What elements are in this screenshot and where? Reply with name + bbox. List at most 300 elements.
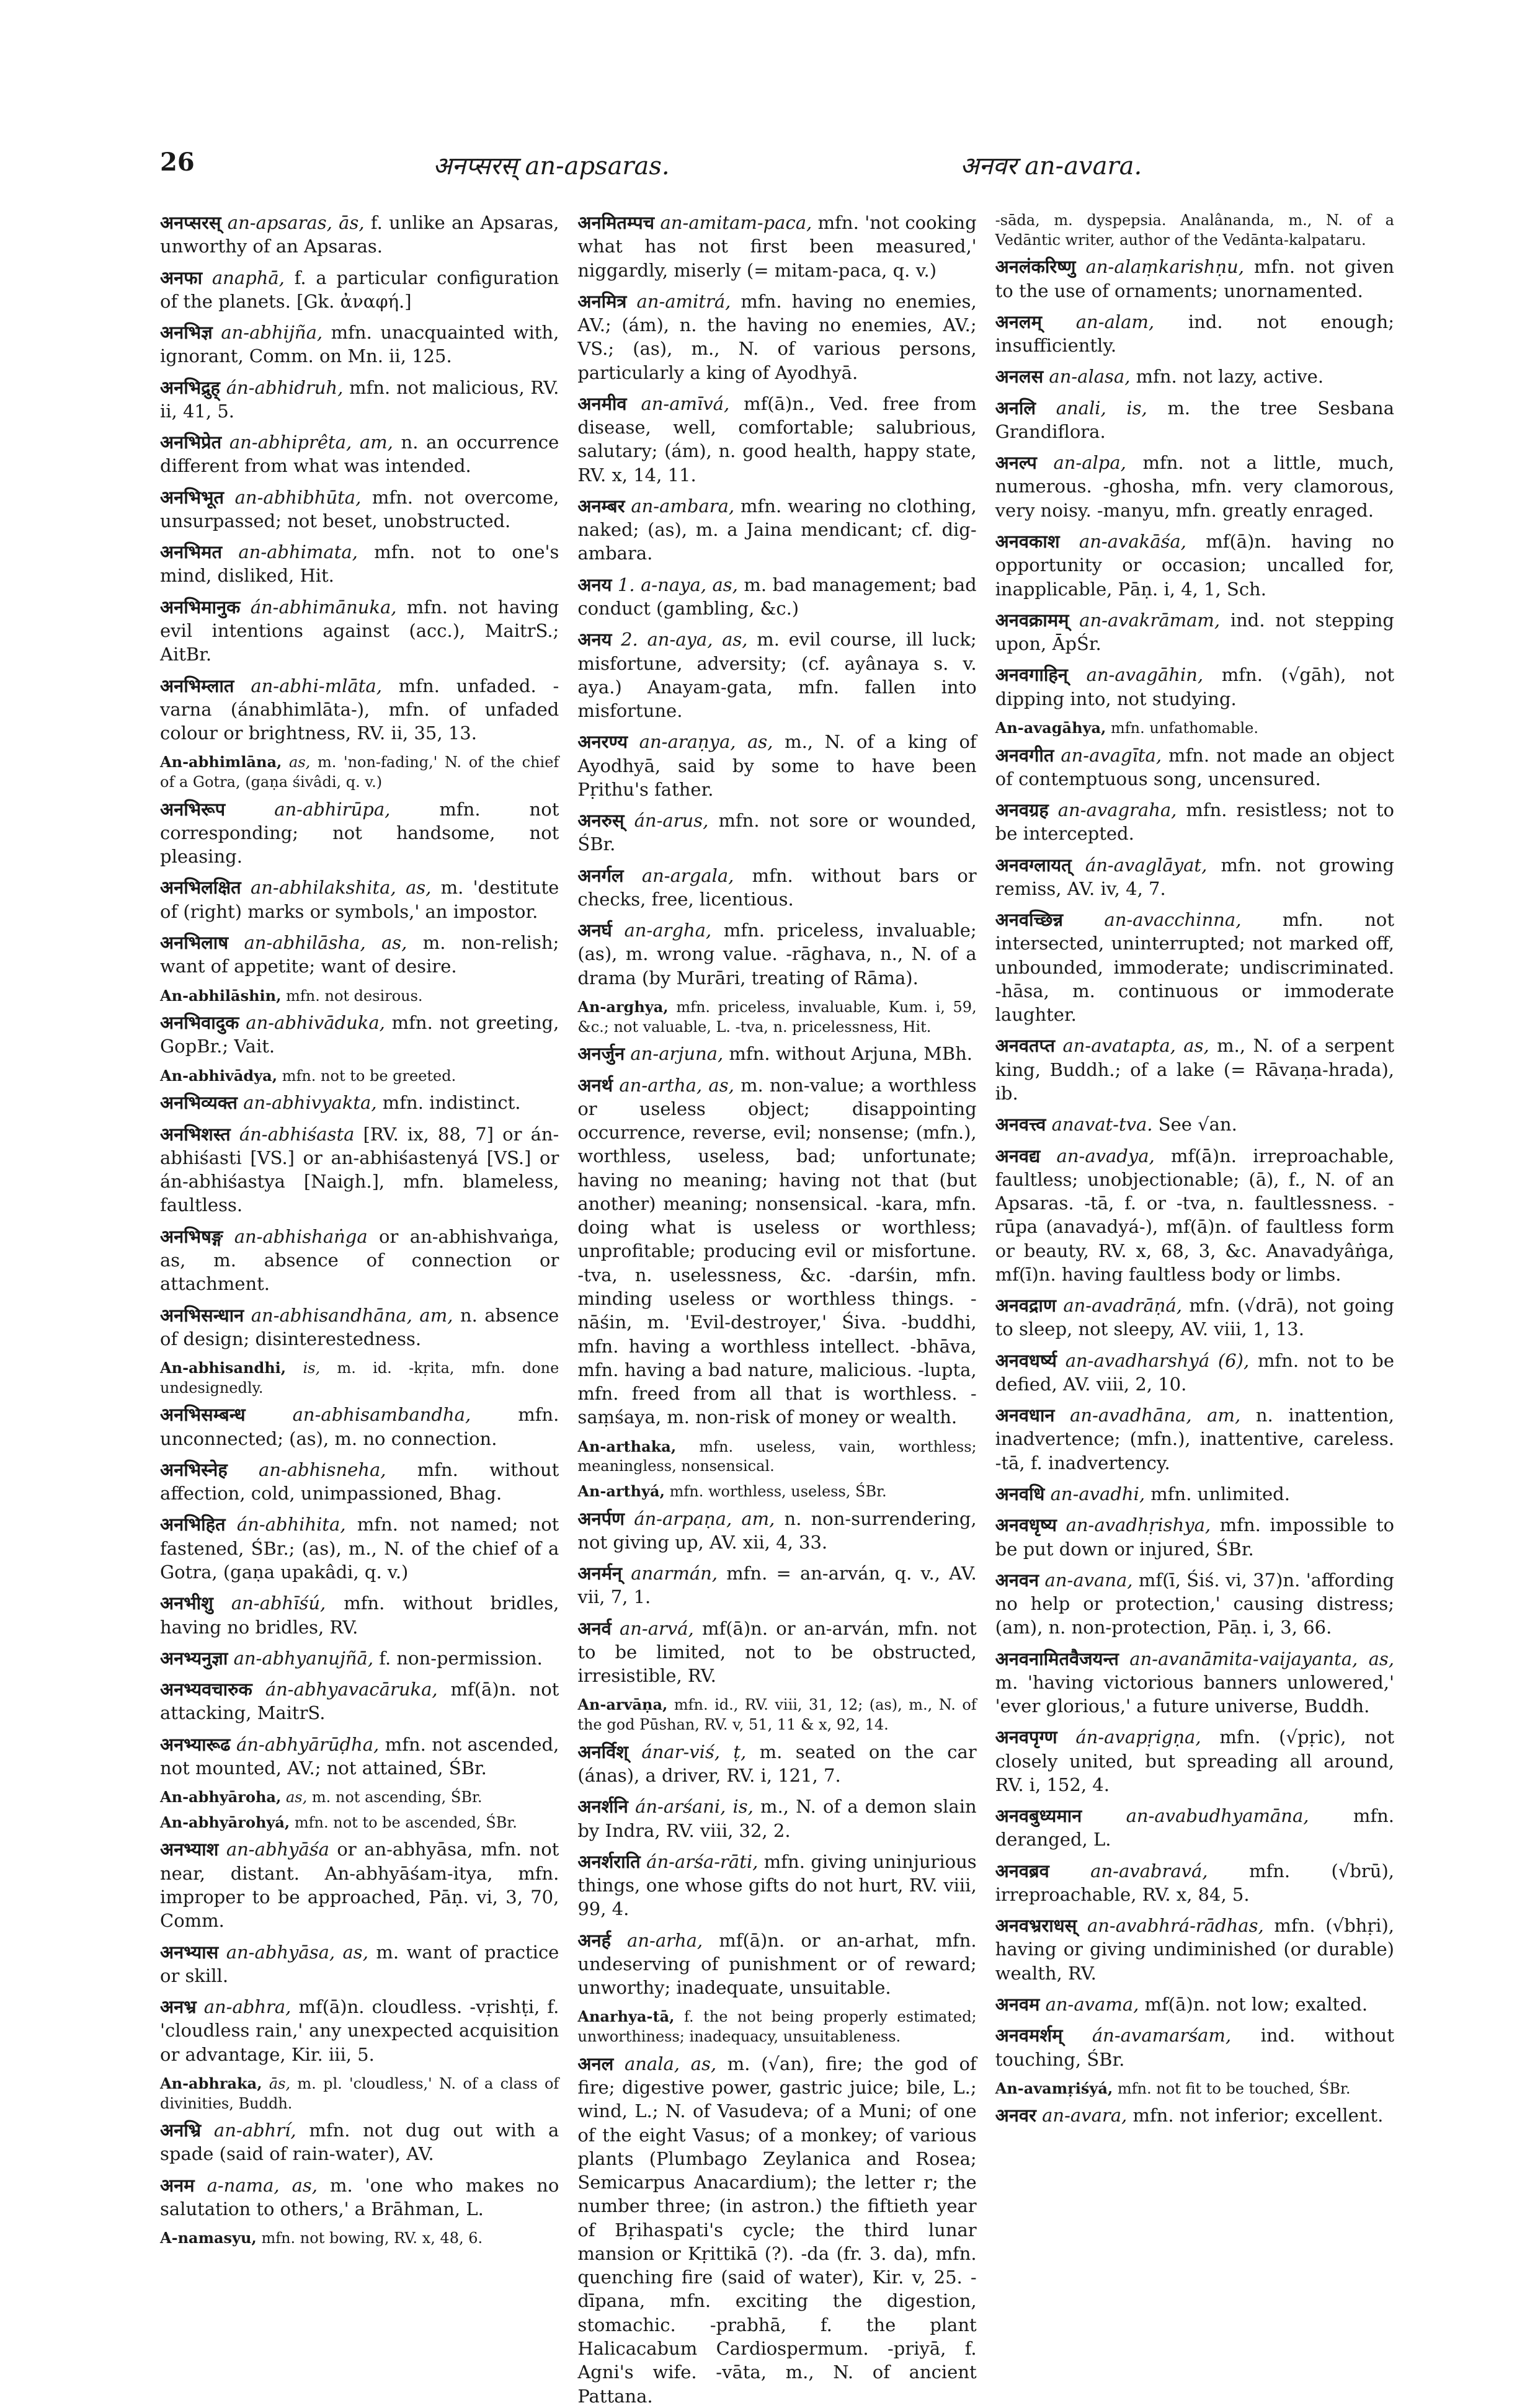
entry-transliteration: an-amitrá, [636,290,731,312]
entry-transliteration: an-avadhāna, am, [1070,1405,1241,1426]
dictionary-entry [160,540,559,588]
entry-headword: An-arthaka, [577,1437,677,1455]
entry-transliteration: anavat-tva. [1051,1114,1153,1135]
entry-headword: अनभिव्यक्त [160,1092,238,1114]
entry-headword: अनर्घ [577,920,612,941]
entry-transliteration: an-avatapta, as, [1062,1035,1209,1057]
entry-headword: अनर्थ [577,1074,613,1096]
dictionary-entry [577,1042,976,1065]
dictionary-entry [577,918,976,990]
entry-headword: अनभिसम्बन्ध [160,1404,246,1426]
entry-transliteration: an-abhisandhāna, am, [251,1304,453,1326]
entry-definition: mfn. not inferior; excellent. [1132,2105,1384,2126]
entry-definition: m. 'non-fading,' N. of the chief of a Gotra, (gaṇa śivâdi, q. v.) [160,753,559,791]
entry-headword: अनभिषङ्ग [160,1225,223,1247]
entry-headword: अनवगाहिन् [995,664,1068,686]
entry-transliteration: an-abhisneha, [258,1459,386,1480]
entry-definition: mfn. not fit to be touched, ŚBr. [1117,2079,1351,2097]
entry-transliteration: an-amitam-paca, [660,212,812,233]
dictionary-entry [995,1859,1394,1907]
entry-headword: An-abhyāroha, [160,1788,282,1806]
dictionary-entry [160,1011,559,1059]
entry-transliteration: an-alpa, [1053,452,1126,474]
entry-definition: n. non-surrendering, not giving up, AV. xii, 4, 33. [577,1508,977,1553]
entry-transliteration: án-arśa-rāti, [646,1850,759,1872]
entry-headword: अनवद्राण [995,1295,1056,1317]
entry-definition: mfn. not sore or wounded, ŚBr. [577,810,977,855]
entry-transliteration: an-avadharshyá (6), [1065,1349,1250,1371]
entry-definition: m. 'having victorious banners unlowered,' 'ever glorious,' a future universe, Buddh. [995,1671,1394,1717]
dictionary-entry [160,2174,559,2221]
sub-entry [995,718,1394,739]
dictionary-entry [160,1995,559,2066]
entry-headword: अनभिप्रेत [160,432,222,453]
entry-transliteration: an-abhyāśa [226,1839,329,1860]
entry-definition: m. 'destitute of (right) marks or symbols,' an impostor. [160,877,559,922]
entry-transliteration: an-abhiprêta, am, [229,432,393,453]
entry-definition: m. non-relish; want of appetite; want of desire. [160,931,559,977]
sub-entry [577,2007,976,2046]
entry-definition: m., N. of a serpent king, Buddh.; of a lake (= Rāvaṇa-hrada), ib. [995,1035,1394,1104]
entry-definition: f. the not being properly estimated; unworthiness; inadequacy, unsuitableness. [577,2008,977,2046]
sub-entry [160,2074,559,2113]
dictionary-entry [577,1507,976,1555]
dictionary-entry [160,1837,559,1932]
entry-definition: m., N. of a king of Ayodhyā, said by some to have been Pṛithu's father. [577,731,977,800]
entry-definition: mfn. resistless; not to be intercepted. [995,799,1394,845]
entry-transliteration: an-avara, [1042,2105,1128,2126]
entry-definition: mfn. indistinct. [382,1092,521,1114]
dictionary-entry [577,1740,976,1788]
entry-headword: अनभ्र [160,1996,197,2018]
entry-definition: mf(ā)n. not attacking, MaitrS. [160,1679,559,1724]
entry-transliteration: anaphā, [211,267,285,288]
entry-headword: An-abhivādya, [160,1066,278,1085]
entry-definition: mfn. = an-arván, q. v., AV. vii, 7, 1. [577,1563,977,1608]
dictionary-entry [995,451,1394,522]
entry-definition: ind. not stepping upon, ĀpŚr. [995,609,1394,655]
dictionary-entry [577,1929,976,2000]
entry-transliteration: an-alasa, [1049,366,1131,388]
sub-entry [995,211,1394,250]
entry-headword: अनर्व [577,1617,612,1639]
dictionary-entry [577,211,976,282]
entry-definition: mfn. not to be ascended, ŚBr. [294,1813,517,1831]
entry-definition: mfn. (√drā), not going to sleep, not sleepy, AV. viii, 1, 13. [995,1295,1394,1340]
entry-headword: अनवमर्शम् [995,2025,1063,2046]
entry-transliteration: an-avagraha, [1057,799,1177,821]
entry-headword: अनर्शनि [577,1796,628,1818]
dictionary-entry [160,1304,559,1351]
dictionary-entry [995,1513,1394,1561]
dictionary-entry [577,864,976,912]
entry-transliteration: an-avakrāmam, [1079,609,1221,631]
entry-headword: अनवधि [995,1483,1045,1504]
entry-definition: mfn. wearing no clothing, naked; (as), m. a Jaina mendicant; cf. dig-ambara. [577,495,977,564]
entry-transliteration: an-abhijña, [221,322,323,344]
entry-transliteration: án-arśani, is, [635,1796,754,1818]
sub-entry [160,2228,559,2249]
entry-definition: mfn. not to be defied, AV. viii, 2, 10. [995,1349,1394,1395]
dictionary-entry [160,1122,559,1217]
entry-transliteration: án-abhidruh, [226,376,344,398]
sub-entry [577,1695,976,1735]
entry-headword: अनलस [995,366,1044,388]
entry-transliteration: án-abhyārūḍha, [236,1733,380,1755]
sub-entry [577,1482,976,1502]
entry-headword: An-abhyārohyá, [160,1813,290,1831]
entry-definition: mfn. impossible to be put down or injured, ŚBr. [995,1514,1394,1560]
dictionary-columns [160,211,1395,2407]
entry-definition: m. 'one who makes no salutation to others,' a Brāhman, L. [160,2174,559,2219]
entry-transliteration: an-avana, [1044,1569,1133,1591]
entry-definition: m. (√an), fire; the god of fire; digestive power, gastric juice; bile, L.; wind, L.; N. of Vasudeva; of a Muni; of one of the eight Vasus; of a monkey; of various plants (Plumbago Zeylanica and Rosea; Semicarpus Anacardium); the letter r; the number three; (in astron.) the fiftieth year of Bṛihaspati's cycle; the third lunar mansion or Kṛittikā (?). -da (fr. 3. da), mfn. quenching fire (said of water), Kir. v, 25. -dīpana, mfn. exciting the digestion, stomachic. -prabhā, f. the plant Halicacabum Cardiospermum. -priyā, f. Agni's wife. -vāta, m., N. of ancient Pattana. [577,2053,977,2407]
entry-transliteration: an-avakāśa, [1079,531,1186,552]
entry-definition: mfn. (√gāh), not dipping into, not studying. [995,664,1394,709]
dictionary-entry [160,1091,559,1114]
entry-transliteration: is, [303,1359,321,1377]
dictionary-entry [160,2118,559,2166]
entry-definition: mfn. 'not cooking what has not first been measured,' niggardly, miserly (= mitam-paca, q. v.) [577,212,977,281]
entry-definition: m. evil course, ill luck; misfortune, adversity; (cf. ayânaya s. v. aya.) Anayam-gata, mfn. fallen into misfortune. [577,629,977,722]
entry-headword: अनय [577,629,612,651]
entry-headword: अनभीशु [160,1593,213,1614]
entry-transliteration: án-abhihita, [236,1514,346,1535]
entry-transliteration: an-argha, [624,920,712,941]
dictionary-entry [160,1940,559,1988]
dictionary-entry [160,1591,559,1639]
dictionary-entry [160,797,559,869]
entry-definition: n. absence of design; disinterestedness. [160,1304,559,1349]
entry-headword: An-abhraka, [160,2074,262,2092]
dictionary-entry [577,809,976,856]
entry-transliteration: an-apsaras, ās, [227,212,365,233]
dictionary-entry [160,1513,559,1584]
sub-entry [160,986,559,1006]
entry-headword: अनभिलाष [160,931,229,953]
entry-headword: अनवपृग्ण [995,1726,1057,1748]
entry-headword: अनभ्यनुज्ञा [160,1647,228,1669]
entry-headword: अनवद्य [995,1145,1041,1166]
entry-headword: अनवन [995,1569,1039,1591]
entry-definition: mfn. not ascended, not mounted, AV.; not attained, ŚBr. [160,1733,559,1779]
entry-transliteration: ās, [269,2074,291,2092]
dictionary-entry [160,1403,559,1451]
dictionary-entry [995,396,1394,444]
entry-headword: अनलम् [995,311,1042,332]
entry-definition: mfn. (√brū), irreproachable, RV. x, 84, 5. [995,1860,1394,1905]
dictionary-entry [995,853,1394,901]
entry-definition: m. pl. 'cloudless,' N. of a class of divinities, Buddh. [160,2074,559,2112]
dictionary-entry [160,1225,559,1296]
entry-headword: अनभ्यास [160,1941,219,1963]
entry-headword: अनभ्रि [160,2120,202,2141]
entry-definition: mfn. priceless, invaluable, Kum. i, 59, &c.; not valuable, L. -tva, n. pricelessness, Hit. [577,998,977,1036]
entry-headword: अनम [160,2174,195,2196]
sub-entry [160,752,559,792]
page-header [160,148,1394,185]
entry-transliteration: an-avabravá, [1090,1860,1208,1882]
entry-definition: mfn. not named; not fastened, ŚBr.; (as), m., N. of the chief of a Gotra, (gaṇa upakâdi, q. v.) [160,1514,559,1583]
entry-definition: or an-abhishvaṅga, as, m. absence of connection or attachment. [160,1225,559,1295]
entry-headword: अनरुस् [577,810,625,832]
entry-definition: mfn. not given to the use of ornaments; unornamented. [995,256,1394,301]
entry-transliteration: an-arvá, [619,1617,694,1639]
entry-definition: mfn. not overcome, unsurpassed; not beset, unobstructed. [160,486,559,531]
dictionary-entry [160,1677,559,1725]
entry-definition: mfn. without affection, cold, unimpassioned, Bhag. [160,1459,559,1504]
dictionary-entry [160,430,559,478]
entry-headword: अनल्प [995,452,1037,474]
entry-definition: ind. without touching, ŚBr. [995,2025,1394,2070]
entry-transliteration: an-alaṃkarishṇu, [1085,256,1244,278]
entry-definition: mfn. useless, vain, worthless; meaningless, nonsensical. [577,1437,977,1475]
entry-headword: अनभिसन्धान [160,1304,244,1326]
entry-definition: n. an occurrence different from what was intended. [160,432,559,477]
entry-definition: m. id. -kṛita, mfn. done undesignedly. [160,1359,559,1397]
dictionary-entry [995,1034,1394,1105]
entry-transliteration: án-avamarśam, [1092,2025,1232,2046]
entry-headword: अनप्सरस् [160,212,221,233]
entry-definition: mfn. not having evil intentions against (acc.), MaitrS.; AitBr. [160,596,559,665]
entry-headword: अनभिशस्त [160,1123,231,1145]
dictionary-entry [995,1294,1394,1341]
entry-definition: m. seated on the car (ánas), a driver, RV. i, 121, 7. [577,1741,977,1787]
entry-definition: mfn. not corresponding; not handsome, not pleasing. [160,798,559,868]
entry-transliteration: anala, as, [624,2053,717,2074]
dictionary-entry [995,908,1394,1026]
entry-transliteration: an-abhyanujñā, [233,1647,374,1669]
entry-definition: mf(ā)n. cloudless. -vṛishṭi, f. 'cloudless rain,' any unexpected acquisition or advantage, Kir. iii, 5. [160,1996,559,2065]
entry-transliteration: an-abhi-mlāta, [251,675,382,696]
entry-headword: अनवगीत [995,744,1054,766]
dictionary-entry [995,1568,1394,1640]
page-number: 26 [160,148,195,177]
dictionary-entry [995,1647,1394,1718]
entry-definition: ind. not enough; insufficiently. [995,311,1395,357]
entry-headword: अनभ्यारूढ [160,1733,231,1755]
entry-definition: mfn. not intersected, uninterrupted; not marked off, unbounded, immoderate; undiscriminated. -hāsa, m. continuous or immoderate laughter. [995,909,1395,1026]
entry-transliteration: an-avagīta, [1061,744,1162,766]
entry-headword: अनर्मन् [577,1563,623,1584]
entry-headword: अनभिरूप [160,798,226,820]
entry-definition: mfn. unacquainted with, ignorant, Comm. on Mn. ii, 125. [160,322,559,367]
entry-definition: f. a particular configuration of the planets. [Gk. ἀναφή.] [160,267,559,312]
entry-definition: mfn. id., RV. viii, 31, 12; (as), m., N. of the god Pūshan, RV. v, 51, 11 & x, 92, 14. [577,1696,977,1734]
entry-definition: mf(ī, Śiś. vi, 37)n. 'affording no help or protection,' causing distress; (am), n. non-protection, Pāṇ. i, 3, 66. [995,1569,1394,1638]
dictionary-entry [160,376,559,424]
entry-definition: mf(ā)n. not low; exalted. [1144,1994,1368,2015]
entry-transliteration: an-abhra, [203,1996,291,2018]
entry-definition: mfn. not to one's mind, disliked, Hit. [160,541,559,587]
entry-transliteration: an-arjuna, [630,1043,724,1065]
entry-transliteration: án-abhiśasta [239,1123,355,1145]
dictionary-entry [160,1646,559,1670]
entry-definition: mf(ā)n. irreproachable, faultless; unobjectionable; (ā), f., N. of an Apsaras. -tā, f. or -tva, n. faultlessness. -rūpa (anavadyá-), mf(ā)n. of faultless form or beauty, RV. x, 68, 3, &c. Anavadyâṅga, mf(ī)n. having faultless body or limbs. [995,1145,1395,1285]
entry-headword: अनवधान [995,1405,1055,1426]
column-1 [160,211,559,2247]
dictionary-entry [577,1795,976,1842]
entry-transliteration: an-artha, as, [619,1074,734,1096]
entry-headword: अनवग्रह [995,799,1049,821]
dictionary-entry [995,2104,1394,2127]
entry-headword: अनभिद्रुह् [160,376,220,398]
entry-definition: mfn. not bowing, RV. x, 48, 6. [261,2229,483,2247]
entry-definition: mfn. not dug out with a spade (said of rain-water), AV. [160,2120,559,2165]
entry-definition: mfn. without bridles, having no bridles, RV. [160,1593,559,1638]
entry-transliteration: an-avadhṛishya, [1066,1514,1211,1536]
entry-headword: अनभ्यवचारुक [160,1679,252,1700]
dictionary-entry [160,266,559,314]
dictionary-entry [995,255,1394,303]
entry-headword: An-abhilāshin, [160,986,282,1005]
entry-transliteration: an-abhrí, [213,2120,296,2141]
entry-headword: अनल [577,2053,614,2074]
entry-definition: mfn. not a little, much, numerous. -ghosha, mfn. very clamorous, very noisy. -manyu, mfn. greatly enraged. [995,452,1394,521]
entry-transliteration: an-avanāmita-vaijayanta, as, [1129,1648,1394,1669]
entry-definition: mf(ā)n. having no opportunity or occasion; uncalled for, inapplicable, Pāṇ. i, 4, 1, Sch. [995,531,1394,600]
sub-entry [160,1066,559,1086]
sub-entry [160,1358,559,1398]
sub-entry [160,1813,559,1833]
dictionary-entry [160,486,559,533]
entry-headword: अनवच्छिन्न [995,909,1064,931]
entry-transliteration: án-avapṛigṇa, [1075,1726,1201,1748]
entry-definition: m. not ascending, ŚBr. [311,1788,483,1806]
dictionary-entry [995,1482,1394,1506]
entry-headword: अनर्जुन [577,1043,625,1065]
entry-definition: mf(ā)n. or an-arhat, mfn. undeserving of punishment or of reward; unworthy; inadequate, unsuitable. [577,1929,977,1999]
entry-definition: n. inattention, inadvertence; (mfn.), inattentive, careless. -tā, f. inadvertency. [995,1405,1394,1473]
dictionary-entry [995,608,1394,656]
entry-headword: An-arthyá, [577,1482,665,1500]
entry-headword: अनभिहित [160,1514,226,1535]
entry-headword: An-avagāhya, [995,718,1106,737]
entry-headword: अनर्पण [577,1508,625,1529]
entry-headword: अनभिमत [160,541,223,563]
entry-definition: mfn. giving uninjurious things, one whose gifts do not hurt, RV. viii, 99, 4. [577,1850,977,1920]
entry-headword: अनभिज्ञ [160,322,213,344]
entry-definition: mfn. unconnected; (as), m. no connection. [160,1404,559,1449]
entry-transliteration: an-amīvá, [641,393,730,414]
entry-definition: -sāda, m. dyspepsia. Analânanda, m., N. of a Vedāntic writer, author of the Vedānta-kalpataru. [995,211,1394,249]
entry-transliteration: an-abhirūpa, [274,798,391,820]
entry-definition: m. bad management; bad conduct (gambling, &c.) [577,574,977,619]
entry-transliteration: a-nama, as, [207,2174,318,2196]
entry-transliteration: an-avabudhyamāna, [1126,1805,1309,1827]
entry-transliteration: an-abhisambandha, [292,1404,471,1426]
entry-transliteration: as, [285,1788,308,1806]
dictionary-entry [577,1073,976,1429]
entry-transliteration: an-avadrāṇá, [1063,1295,1182,1317]
entry-transliteration: an-abhibhūta, [234,486,362,508]
entry-definition: [RV. ix, 88, 7] or án-abhiśasti [VS.] or an-abhiśastenyá [VS.] or án-abhiśastya [Naigh.], mfn. blameless, faultless. [160,1123,559,1216]
entry-definition: f. unlike an Apsaras, unworthy of an Apsaras. [160,212,559,257]
dictionary-entry [160,321,559,368]
entry-transliteration: anali, is, [1056,397,1147,419]
entry-headword: अनवभ्रराधस् [995,1915,1077,1937]
entry-transliteration: an-ambara, [631,495,735,517]
entry-headword: अनफा [160,267,203,288]
dictionary-entry [577,494,976,566]
dictionary-entry [577,1562,976,1609]
entry-transliteration: an-abhivāduka, [246,1012,385,1034]
entry-headword: अनवधर्ष्य [995,1349,1057,1371]
entry-definition: mfn. unfathomable. [1111,719,1258,737]
entry-headword: An-abhimlāna, [160,753,282,771]
entry-transliteration: án-abhyavacāruka, [265,1679,438,1700]
entry-definition: mfn. not made an object of contemptuous song, uncensured. [995,744,1394,789]
entry-definition: mf(ā)n., Ved. free from disease, well, comfortable; salubrious, salutary; (ám), n. good health, happy state, RV. x, 14, 11. [577,393,977,486]
dictionary-entry [577,573,976,621]
dictionary-entry [995,1144,1394,1287]
entry-headword: अनमीव [577,393,627,414]
dictionary-entry [577,730,976,801]
entry-headword: अनवनामितवैजयन्त [995,1648,1119,1669]
dictionary-entry [995,744,1394,791]
entry-definition: mfn. unlimited. [1150,1483,1290,1504]
entry-transliteration: as, [289,753,311,771]
dictionary-entry [995,1914,1394,1985]
entry-transliteration: an-avacchinna, [1104,909,1242,931]
entry-headword: अनर्शराति [577,1850,641,1872]
entry-definition: m., N. of a demon slain by Indra, RV. viii, 32, 2. [577,1796,977,1841]
entry-headword: अनर्विश् [577,1741,628,1762]
entry-headword: An-avamṛiśyá, [995,2079,1113,2097]
entry-definition: mfn. not lazy, active. [1136,366,1324,388]
entry-headword: अनमित्र [577,290,627,312]
entry-headword: अनवग्लायत् [995,854,1072,876]
entry-definition: mfn. not to be greeted. [282,1067,456,1085]
running-head-right: अनवर an-avara. [960,152,1142,180]
entry-transliteration: an-avadya, [1056,1145,1155,1166]
dictionary-entry [995,365,1394,388]
entry-definition: mfn. (√bhṛi), having or giving undiminished (or durable) wealth, RV. [995,1915,1394,1984]
entry-transliteration: án-arus, [634,810,709,832]
entry-definition: mfn. worthless, useless, ŚBr. [669,1482,887,1500]
entry-headword: अनवधृष्य [995,1514,1057,1536]
entry-headword: अनवम [995,1994,1040,2015]
entry-transliteration: 2. an-aya, as, [621,629,748,651]
entry-transliteration: an-abhyāsa, as, [226,1941,368,1963]
entry-definition: or an-abhyāsa, mfn. not near, distant. An-abhyāśam-itya, mfn. improper to be approached, Pāṇ. vi, 3, 70, Comm. [160,1839,559,1932]
dictionary-entry [995,1113,1394,1136]
dictionary-entry [577,2052,976,2408]
dictionary-entry [160,876,559,923]
dictionary-entry [577,392,976,487]
entry-headword: An-arvāṇa, [577,1695,668,1714]
entry-headword: Anarhya-tā, [577,2007,675,2026]
entry-headword: अनर्ह [577,1929,611,1951]
entry-definition: mfn. priceless, invaluable; (as), m. wrong value. -rāghava, n., N. of a drama (by Murāri, treating of Rāma). [577,920,977,989]
entry-headword: अनवक्रामम् [995,609,1069,631]
sub-entry [577,1437,976,1477]
entry-definition: mf(ā)n. or an-arván, mfn. not to be limited, not to be obstructed, irresistible, RV. [577,1617,977,1687]
entry-definition: mfn. not growing remiss, AV. iv, 4, 7. [995,854,1394,899]
entry-headword: अनवबुध्यमान [995,1805,1082,1827]
entry-transliteration: an-avabhrá-rādhas, [1087,1915,1264,1937]
entry-definition: m. want of practice or skill. [160,1941,559,1986]
entry-headword: An-abhisandhi, [160,1359,287,1377]
dictionary-entry [995,1804,1394,1852]
entry-transliteration: an-alam, [1075,311,1155,332]
entry-transliteration: an-abhishaṅga [234,1225,368,1247]
entry-definition: mfn. deranged, L. [995,1805,1394,1850]
dictionary-entry [160,931,559,979]
dictionary-entry [995,530,1394,601]
entry-headword: अनर्गल [577,864,624,886]
entry-transliteration: anarmán, [631,1563,718,1584]
